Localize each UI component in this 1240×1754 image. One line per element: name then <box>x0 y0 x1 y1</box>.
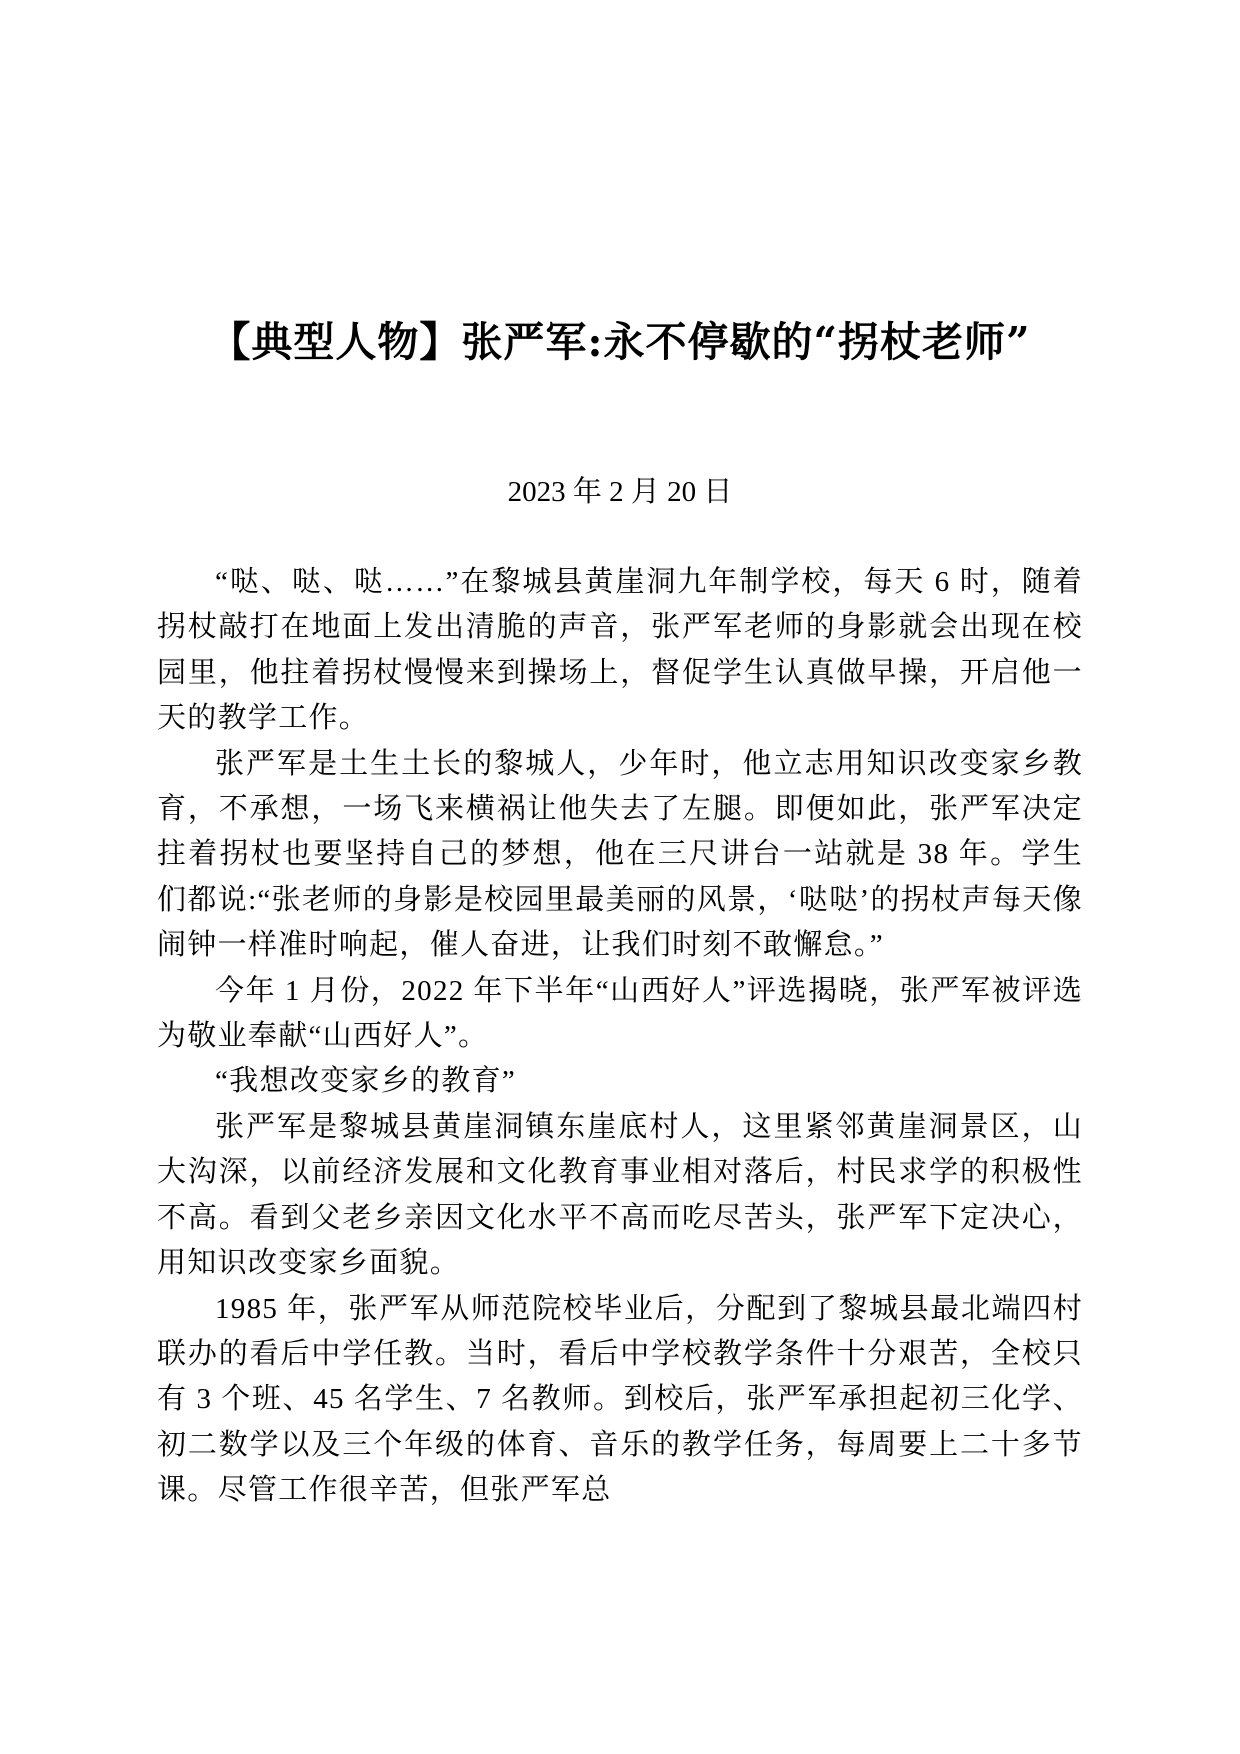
document-date: 2023 年 2 月 20 日 <box>507 476 733 508</box>
paragraph: “哒、哒、哒……”在黎城县黄崖洞九年制学校，每天 6 时，随着拐杖敲打在地面上发出清脆的声音，张严军老师的身影就会出现在校园里，他拄着拐杖慢慢来到操场上，督促学生认真做早操，开启他一天的教学工作。 <box>157 566 1083 735</box>
paragraph: 今年 1 月份，2022 年下半年“山西好人”评选揭晓，张严军被评选为敬业奉献“山西好人”。 <box>157 974 1083 1053</box>
paragraph: 1985 年，张严军从师范院校毕业后，分配到了黎城县最北端四村联办的看后中学任教。当时，看后中学校教学条件十分艰苦，全校只有 3 个班、45 名学生、7 名教师。到校后，张严军承担起初三化学、初二数学以及三个年级的体育、音乐的教学任务，每周要上二十多节课。尽管工作很辛苦，但张严军总 <box>157 1292 1083 1507</box>
paragraph: 张严军是黎城县黄崖洞镇东崖底村人，这里紧邻黄崖洞景区，山大沟深，以前经济发展和文化教育事业相对落后，村民求学的积极性不高。看到父老乡亲因文化水平不高而吃尽苦头，张严军下定决心，用知识改变家乡面貌。 <box>157 1110 1083 1280</box>
paragraph: 张严军是土生土长的黎城人，少年时，他立志用知识改变家乡教育，不承想，一场飞来横祸让他失去了左腿。即便如此，张严军决定拄着拐杖也要坚持自己的梦想，他在三尺讲台一站就是 38 年。学生们都说:“张老师的身影是校园里最美丽的风景，‘哒哒’的拐杖声每天像闹钟一样准时响起，催人奋进，让我们时刻不敢懈怠。” <box>157 747 1083 962</box>
document-title: 【典型人物】张严军:永不停歇的“拐杖老师” <box>209 318 1031 366</box>
section-heading: “我想改变家乡的教育” <box>215 1065 517 1098</box>
document-body <box>157 560 1083 1514</box>
